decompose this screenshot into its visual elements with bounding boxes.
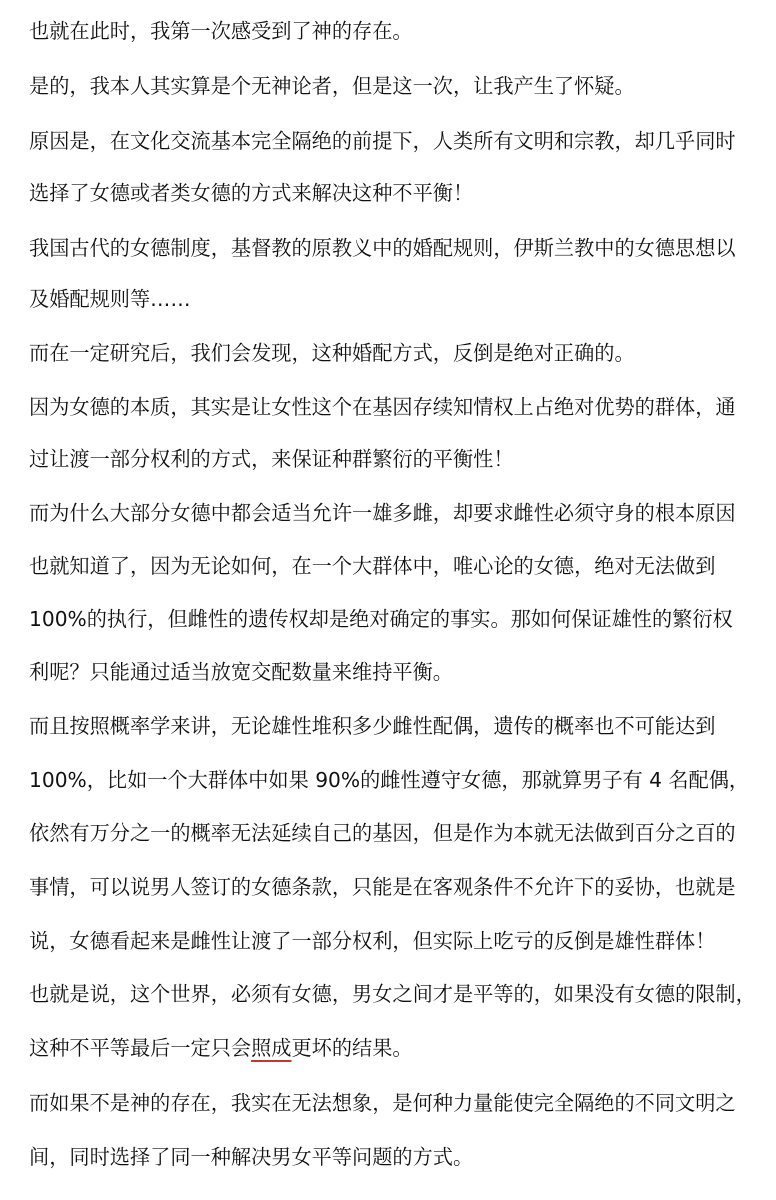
text-line-16: 依然有万分之一的概率无法延续自己的基因，但是作为本就无法做到百分之百的 [29, 821, 736, 845]
text-line-8: 因为女德的本质，其实是让女性这个在基因存续知情权上占绝对优势的群体，通 [29, 395, 736, 419]
text-line-18: 说，女德看起来是雌性让渡了一部分权利，但实际上吃亏的反倒是雄性群体！ [29, 929, 716, 953]
text-line-5: 我国古代的女德制度，基督教的原教义中的婚配规则，伊斯兰教中的女德思想以 [29, 236, 736, 260]
text-line-22: 间，同时选择了同一种解决男女平等问题的方式。 [29, 1145, 474, 1169]
text-line-17: 事情，可以说男人签订的女德条款，只能是在客观条件不允许下的妥协，也就是 [29, 875, 736, 899]
text-line-13: 利呢？只能通过适当放宽交配数量来维持平衡。 [29, 660, 453, 684]
text-line-20-before: 这种不平等最后一定只会 [29, 1036, 252, 1060]
text-line-14: 而且按照概率学来讲，无论雄性堆积多少雌性配偶，遗传的概率也不可能达到 [29, 714, 716, 738]
text-line-11: 也就知道了，因为无论如何，在一个大群体中，唯心论的女德，绝对无法做到 [29, 554, 716, 578]
text-line-1: 也就在此时，我第一次感受到了神的存在。 [29, 19, 413, 43]
text-line-15: 100%，比如一个大群体中如果 90%的雌性遵守女德，那就算男子有 4 名配偶， [29, 768, 750, 792]
spellcheck-marked-word[interactable]: 照成 [251, 1036, 292, 1060]
text-line-20-after: 更坏的结果。 [291, 1036, 413, 1060]
text-line-2: 是的，我本人其实算是个无神论者，但是这一次，让我产生了怀疑。 [29, 74, 635, 98]
text-line-19: 也就是说，这个世界，必须有女德，男女之间才是平等的，如果没有女德的限制， [29, 982, 756, 1006]
text-line-9: 过让渡一部分权利的方式，来保证种群繁衍的平衡性！ [29, 447, 514, 471]
text-line-10: 而为什么大部分女德中都会适当允许一雄多雌，却要求雌性必须守身的根本原因 [29, 501, 736, 525]
text-line-6: 及婚配规则等…… [29, 287, 191, 311]
text-line-3: 原因是，在文化交流基本完全隔绝的前提下，人类所有文明和宗教，却几乎同时 [29, 129, 736, 153]
text-line-7: 而在一定研究后，我们会发现，这种婚配方式，反倒是绝对正确的。 [29, 341, 635, 365]
text-line-20 [29, 1034, 759, 1062]
text-line-12: 100%的执行，但雌性的遗传权却是绝对确定的事实。那如何保证雄性的繁衍权 [29, 607, 733, 631]
text-line-21: 而如果不是神的存在，我实在无法想象，是何种力量能使完全隔绝的不同文明之 [29, 1091, 736, 1115]
text-line-4: 选择了女德或者类女德的方式来解决这种不平衡！ [29, 181, 474, 205]
